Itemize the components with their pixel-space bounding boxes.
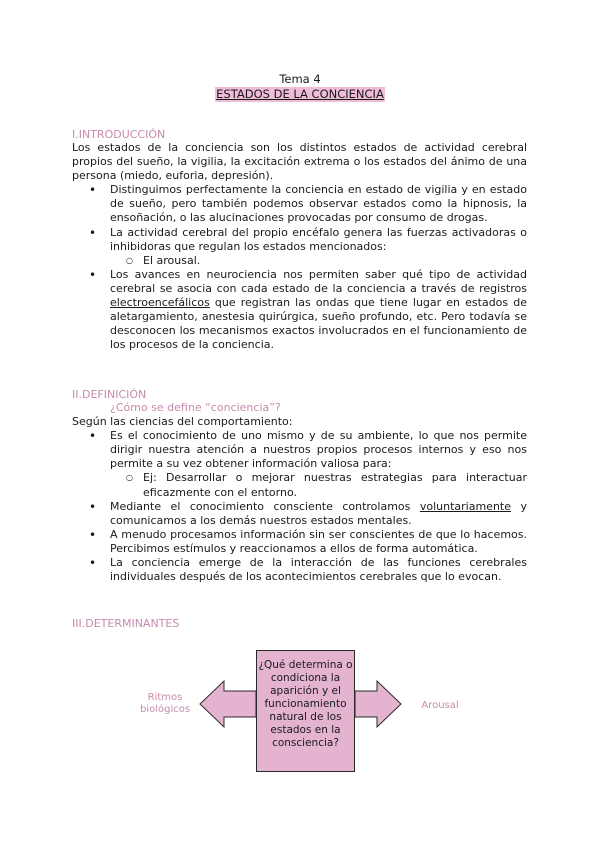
list-item: • Es el conocimiento de uno mismo y de su ambiente, lo que nos permite dirigir nuestra atención a nuestros propios procesos internos y eso nos permite a su vez obtener información valiosa para: ○ Ej: Desarrollar o mejorar nuestras estrategias para interactuar eficazmente con el entorno. <box>72 429 527 499</box>
list-item: • A menudo procesamos información sin ser conscientes de que lo hacemos. Percibimos estímulos y reaccionamos a ellos de forma automática. <box>72 528 527 556</box>
sub-list-item: ○ El arousal. <box>110 254 527 268</box>
right-arrow <box>355 681 401 727</box>
diagram-left-label: Ritmos biológicos <box>139 692 191 715</box>
underlined-term: voluntariamente <box>419 499 512 513</box>
list-item: • Los avances en neurociencia nos permiten saber qué tipo de actividad cerebral se asocia con cada estado de la conciencia a través de registros electroencefálicos que registran las ondas que tiene lugar en estados de aletargamiento, anestesia quirúrgica, sueño profundo, etc. Pero todavía se desconocen los mecanismos exactos involucrados en el funcionamiento de los procesos de la conciencia. <box>72 268 527 353</box>
list-item: • Distinguimos perfectamente la conciencia en estado de vigilia y en estado de sueño, pero también podemos observar estados como la hipnosis, la ensoñación, o las alucinaciones provocadas por consumo de drogas. <box>72 183 527 225</box>
list-item: • La conciencia emerge de la interacción de las funciones cerebrales individuales después de los acontecimientos cerebrales que lo evocan. <box>72 556 527 584</box>
intro-paragraph: Los estados de la conciencia son los distintos estados de actividad cerebral propios del sueño, la vigilia, la excitación extrema o los estados del ánimo de una persona (miedo, euforia, depresión). <box>72 141 527 183</box>
list-item: • Mediante el conocimiento consciente controlamos voluntariamente y comunicamos a los demás nuestros estados mentales. <box>72 500 527 528</box>
diagram-right-label: Arousal <box>421 700 459 711</box>
document-title: ESTADOS DE LA CONCIENCIA <box>216 87 384 101</box>
diagram-center-box: ¿Qué determina o condiciona la aparición y el funcionamiento natural de los estados en la consciencia? <box>256 650 355 772</box>
topic-label: Tema 4 <box>279 72 321 86</box>
section-title-introduccion: I.INTRODUCCIÓN <box>72 128 166 141</box>
list-item: • La actividad cerebral del propio encéfalo genera las fuerzas activadoras o inhibidoras que regulan los estados mencionados: ○ El arousal. <box>72 226 527 268</box>
sub-list-item: ○ Ej: Desarrollar o mejorar nuestras estrategias para interactuar eficazmente con el entorno. <box>110 471 527 499</box>
definition-question: ¿Cómo se define “conciencia”? <box>110 401 281 414</box>
section-title-definicion: II.DEFINICIÓN <box>72 388 147 401</box>
left-arrow <box>200 681 256 727</box>
underlined-term: electroencefálicos <box>110 296 210 310</box>
definition-lead: Según las ciencias del comportamiento: <box>72 415 293 429</box>
section-title-determinantes: III.DETERMINANTES <box>72 617 180 630</box>
